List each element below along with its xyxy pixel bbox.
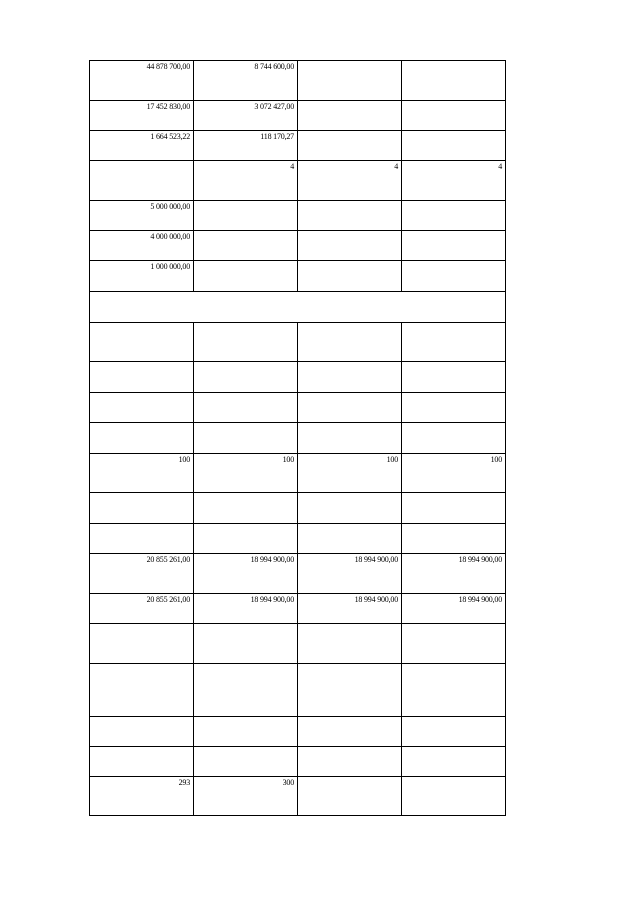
table-cell <box>298 61 402 101</box>
table-cell <box>194 362 298 393</box>
table-cell <box>298 101 402 131</box>
table-row <box>90 524 506 554</box>
data-table <box>89 60 506 816</box>
table-cell <box>194 261 298 292</box>
table-cell: 100 <box>298 454 402 493</box>
table-cell <box>194 393 298 423</box>
table-row <box>90 393 506 423</box>
table-cell <box>298 664 402 717</box>
table-cell <box>298 423 402 454</box>
table-cell: 18 994 900,00 <box>194 554 298 594</box>
table-cell <box>402 777 506 816</box>
table-cell <box>90 747 194 777</box>
table-cell: 300 <box>194 777 298 816</box>
table-cell <box>90 161 194 201</box>
table-cell <box>90 423 194 454</box>
table-cell <box>194 524 298 554</box>
table-row <box>90 747 506 777</box>
table-row <box>90 61 506 101</box>
table-cell <box>298 362 402 393</box>
table-cell <box>402 323 506 362</box>
table-cell <box>194 717 298 747</box>
table-cell <box>194 747 298 777</box>
table-row <box>90 362 506 393</box>
table-cell <box>402 624 506 664</box>
table-cell <box>298 777 402 816</box>
table-row <box>90 624 506 664</box>
table-cell: 44 878 700,00 <box>90 61 194 101</box>
table-cell <box>90 362 194 393</box>
table-cell: 5 000 000,00 <box>90 201 194 231</box>
table-cell <box>298 261 402 292</box>
table-cell <box>194 201 298 231</box>
table-cell <box>194 664 298 717</box>
table-cell <box>298 131 402 161</box>
table-cell <box>194 493 298 524</box>
table-cell <box>402 393 506 423</box>
table-cell <box>298 393 402 423</box>
table-cell: 118 170,27 <box>194 131 298 161</box>
table-cell: 8 744 600,00 <box>194 61 298 101</box>
table-row <box>90 554 506 594</box>
table-cell <box>402 261 506 292</box>
table-row <box>90 777 506 816</box>
table-row <box>90 323 506 362</box>
table-cell: 4 <box>194 161 298 201</box>
table-cell: 17 452 830,00 <box>90 101 194 131</box>
table-cell: 100 <box>194 454 298 493</box>
table-row <box>90 454 506 493</box>
table-row <box>90 493 506 524</box>
table-cell: 1 000 000,00 <box>90 261 194 292</box>
table-cell <box>402 423 506 454</box>
table-cell <box>402 201 506 231</box>
table-cell: 18 994 900,00 <box>298 594 402 624</box>
table-cell <box>402 747 506 777</box>
table-cell: 18 994 900,00 <box>298 554 402 594</box>
table-cell <box>298 624 402 664</box>
table-cell <box>90 717 194 747</box>
table-row <box>90 423 506 454</box>
table-row <box>90 261 506 292</box>
table-cell: 293 <box>90 777 194 816</box>
table-cell <box>298 493 402 524</box>
table-body <box>90 61 506 816</box>
table-cell <box>194 423 298 454</box>
table-cell <box>402 61 506 101</box>
table-cell <box>402 493 506 524</box>
table-cell: 18 994 900,00 <box>194 594 298 624</box>
table-cell: 4 <box>298 161 402 201</box>
table-cell <box>298 323 402 362</box>
table-row <box>90 231 506 261</box>
table-cell <box>90 493 194 524</box>
table-row <box>90 292 506 323</box>
table-cell <box>298 231 402 261</box>
table-row <box>90 201 506 231</box>
table-cell: 100 <box>90 454 194 493</box>
table-cell <box>90 664 194 717</box>
table-cell <box>90 624 194 664</box>
table-row <box>90 717 506 747</box>
table-cell: 100 <box>402 454 506 493</box>
table-cell <box>194 323 298 362</box>
table-row <box>90 101 506 131</box>
table-cell: 20 855 261,00 <box>90 554 194 594</box>
table-cell <box>298 717 402 747</box>
table-cell <box>298 747 402 777</box>
table-cell <box>90 524 194 554</box>
table-row <box>90 131 506 161</box>
table-cell <box>402 664 506 717</box>
table-cell: 3 072 427,00 <box>194 101 298 131</box>
table-cell: 18 994 900,00 <box>402 594 506 624</box>
table-cell <box>402 101 506 131</box>
merged-section-cell <box>90 292 506 323</box>
table-cell: 4 <box>402 161 506 201</box>
table-row <box>90 664 506 717</box>
table-cell <box>298 201 402 231</box>
table-cell <box>90 393 194 423</box>
table-cell <box>402 231 506 261</box>
table-cell <box>402 717 506 747</box>
table-cell: 20 855 261,00 <box>90 594 194 624</box>
table-cell <box>194 231 298 261</box>
table-cell <box>298 524 402 554</box>
table-cell <box>402 524 506 554</box>
table-row <box>90 161 506 201</box>
table-cell: 1 664 523,22 <box>90 131 194 161</box>
table-cell: 18 994 900,00 <box>402 554 506 594</box>
table-cell <box>90 323 194 362</box>
table-cell <box>402 131 506 161</box>
table-row <box>90 594 506 624</box>
table-cell <box>194 624 298 664</box>
table-cell <box>402 362 506 393</box>
table-cell: 4 000 000,00 <box>90 231 194 261</box>
